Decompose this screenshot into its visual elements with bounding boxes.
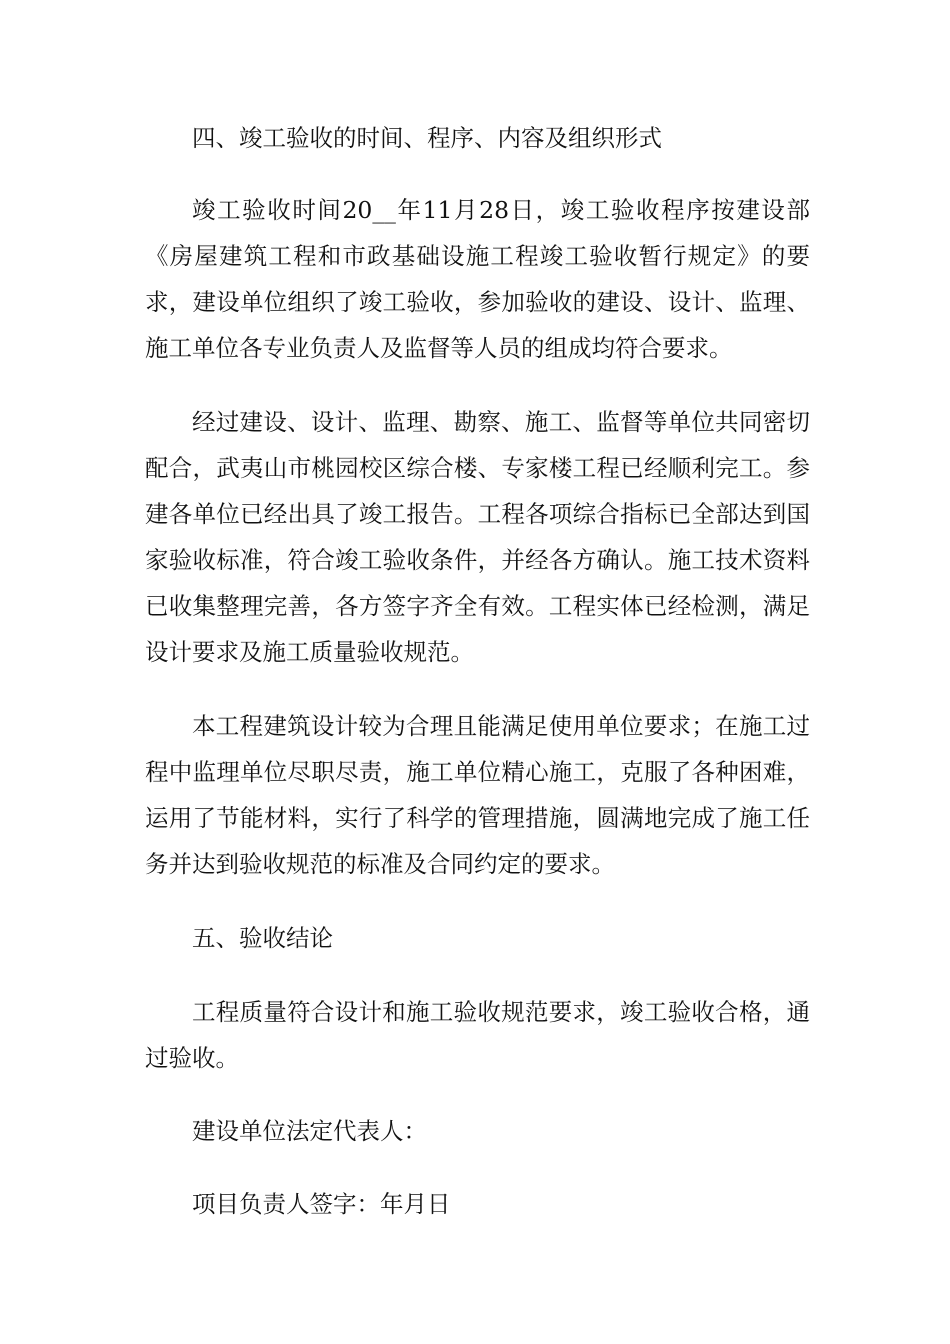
signature-legal-representative: 建设单位法定代表人： — [192, 1117, 427, 1145]
paragraph-conclusion: 工程质量符合设计和施工验收规范要求，竣工验收合格，通过验收。 — [145, 998, 810, 1072]
paragraph-time-procedure: 竣工验收时间20__年11月28日，竣工验收程序按建设部《房屋建筑工程和市政基础设施工程竣工验收暂行规定》的要求，建设单位组织了竣工验收，参加验收的建设、设计、监理、施工单位各专业负责人及监督等人员的组成均符合要求。 — [145, 196, 810, 362]
section-5-heading: 五、验收结论 — [192, 924, 333, 952]
section-4-heading: 四、竣工验收的时间、程序、内容及组织形式 — [192, 124, 662, 152]
paragraph-evaluation: 本工程建筑设计较为合理且能满足使用单位要求；在施工过程中监理单位尽职尽责，施工单位精心施工，克服了各种困难，运用了节能材料，实行了科学的管理措施，圆满地完成了施工任务并达到验收规范的标准及合同约定的要求。 — [145, 712, 810, 878]
signature-project-lead: 项目负责人签字：年月日 — [192, 1190, 451, 1218]
document-body — [145, 115, 810, 1227]
paragraph-completion: 经过建设、设计、监理、勘察、施工、监督等单位共同密切配合，武夷山市桃园校区综合楼、专家楼工程已经顺利完工。参建各单位已经出具了竣工报告。工程各项综合指标已全部达到国家验收标准，符合竣工验收条件，并经各方确认。施工技术资料已收集整理完善，各方签字齐全有效。工程实体已经检测，满足设计要求及施工质量验收规范。 — [145, 408, 810, 666]
